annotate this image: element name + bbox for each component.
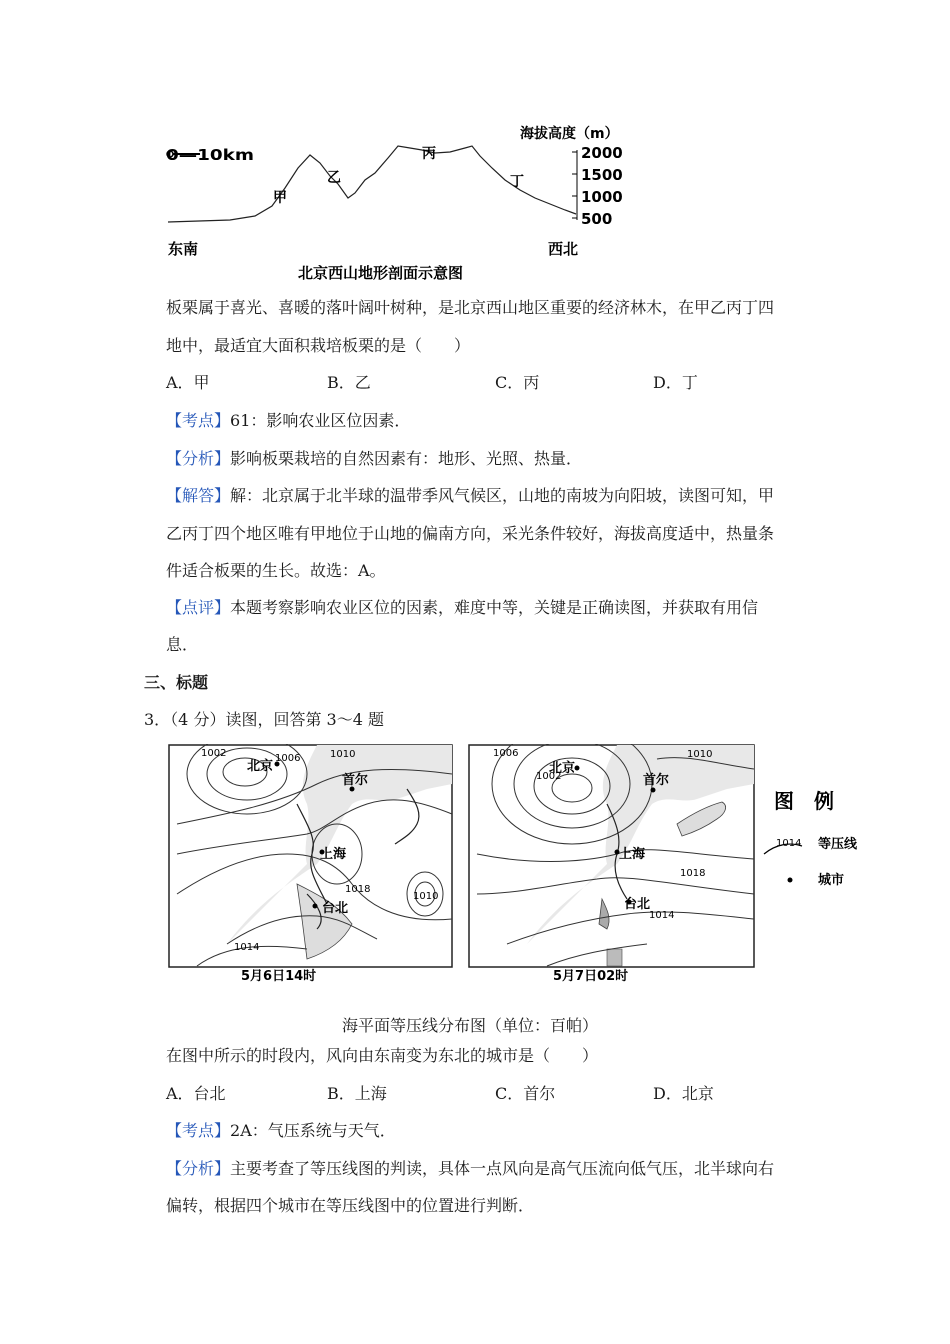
legend-isobar-value: 1014 [776, 838, 802, 849]
map-left-isobar-6: 1014 [234, 942, 260, 953]
legend-city-dot [788, 878, 793, 883]
map-right-isobar-5: 1014 [649, 910, 675, 921]
jieda-text-1: 解：北京属于北半球的温带季风气候区，山地的南坡为向阳坡，读图可知，甲 [230, 486, 775, 505]
q3-fenxi-line2: 偏转，根据四个城市在等压线图中的位置进行判断． [166, 1196, 535, 1215]
fenxi-tag: 【分析】 [166, 449, 231, 468]
q3-fenxi-line1 [166, 1159, 774, 1179]
map-right-city-shanghai: 上海 [619, 847, 646, 862]
map-right-isobar-3: 1010 [687, 749, 713, 760]
axis-title: 海拔高度（m） [520, 126, 619, 142]
q2-jieda-line2: 乙丙丁四个地区唯有甲地位于山地的偏南方向，采光条件较好，海拔高度适中，热量条 [166, 524, 775, 543]
kaodian-text: 61：影响农业区位因素． [230, 411, 411, 430]
legend-isobar-label: 等压线 [818, 837, 858, 852]
q2-stem-line2: 地中，最适宜大面积栽培板栗的是（ ） [166, 336, 471, 355]
q2-kaodian [166, 411, 410, 431]
scale-label: 0—10km [166, 146, 254, 164]
map-right-city-taipei: 台北 [624, 897, 651, 912]
place-ding: 丁 [510, 174, 524, 190]
map-right-city-beijing: 北京 [549, 761, 576, 776]
q2-jieda-line3: 件适合板栗的生长。故选：A。 [166, 561, 386, 580]
tick-1500: 1500 [581, 166, 623, 184]
map-caption: 海平面等压线分布图（单位：百帕） [342, 1016, 599, 1035]
q3-option-a[interactable]: A．台北 [166, 1084, 226, 1103]
q3-fenxi-text-1: 主要考查了等压线图的判读，具体一点风向是高气压流向低气压，北半球向右 [230, 1159, 775, 1178]
map-left-city-beijing: 北京 [247, 759, 274, 774]
map-right-isobar-1: 1006 [493, 748, 519, 759]
q3-kaodian [166, 1121, 396, 1141]
q3-options [166, 1084, 806, 1104]
section-3-title: 三、标题 [144, 673, 209, 692]
q2-options [166, 373, 806, 393]
isobar-map-may6 [167, 744, 455, 986]
map-right-isobar-2: 1002 [536, 771, 562, 782]
place-jia: 甲 [273, 190, 287, 206]
direction-northwest: 西北 [548, 240, 579, 258]
kaodian-tag: 【考点】 [166, 411, 231, 430]
jieda-tag: 【解答】 [166, 486, 231, 505]
dianping-tag: 【点评】 [166, 598, 231, 617]
q2-option-c[interactable]: C．丙 [495, 373, 540, 392]
legend-city-label: 城市 [818, 873, 845, 888]
place-yi: 乙 [327, 170, 341, 186]
q3-kaodian-text: 2A：气压系统与天气． [230, 1121, 396, 1140]
q2-option-a[interactable]: A．甲 [166, 373, 210, 392]
q3-option-b[interactable]: B．上海 [327, 1084, 387, 1103]
map-right-date: 5月7日02时 [553, 969, 629, 984]
q3-kaodian-tag: 【考点】 [166, 1121, 231, 1140]
q2-option-d[interactable]: D．丁 [653, 373, 698, 392]
q3-stem: 在图中所示的时段内，风向由东南变为东北的城市是（ ） [166, 1046, 599, 1065]
tick-1000: 1000 [581, 188, 623, 206]
map-legend [762, 786, 872, 896]
map-left-city-shanghai: 上海 [320, 847, 347, 862]
map-left-isobar-3: 1010 [330, 749, 356, 760]
tick-500: 500 [581, 210, 613, 228]
dianping-text-1: 本题考察影响农业区位的因素，难度中等，关键是正确读图，并获取有用信 [230, 598, 759, 617]
isobar-map-may7 [467, 744, 757, 986]
q2-fenxi [166, 449, 582, 469]
map-left-isobar-5: 1010 [413, 891, 439, 902]
map-right-city-seoul: 首尔 [643, 773, 670, 788]
map-right-isobar-4: 1018 [680, 868, 706, 879]
q3-prompt: 3．（4 分）读图，回答第 3～4 题 [144, 710, 384, 729]
map-left-city-seoul: 首尔 [342, 773, 369, 788]
map-left-isobar-1: 1002 [201, 748, 227, 759]
q2-dianping-line1 [166, 598, 758, 618]
q2-dianping-line2: 息． [166, 635, 199, 654]
q3-fenxi-tag: 【分析】 [166, 1159, 231, 1178]
direction-southeast: 东南 [168, 240, 199, 258]
terrain-profile-figure [160, 118, 640, 286]
q3-option-d[interactable]: D．北京 [653, 1084, 714, 1103]
fenxi-text: 影响板栗栽培的自然因素有：地形、光照、热量． [230, 449, 583, 468]
profile-caption: 北京西山地形剖面示意图 [298, 264, 464, 282]
q2-option-b[interactable]: B．乙 [327, 373, 371, 392]
place-bing: 丙 [422, 146, 436, 162]
map-left-isobar-4: 1018 [345, 884, 371, 895]
legend-title: 图 例 [774, 789, 834, 813]
q3-option-c[interactable]: C．首尔 [495, 1084, 556, 1103]
q2-stem-line1: 板栗属于喜光、喜暖的落叶阔叶树种，是北京西山地区重要的经济林木，在甲乙丙丁四 [166, 298, 775, 317]
map-left-isobar-2: 1006 [275, 753, 301, 764]
scale-bar [166, 146, 254, 164]
map-left-date: 5月6日14时 [241, 969, 317, 984]
q2-jieda-line1 [166, 486, 774, 506]
map-left-city-taipei: 台北 [322, 901, 349, 916]
tick-2000: 2000 [581, 144, 623, 162]
